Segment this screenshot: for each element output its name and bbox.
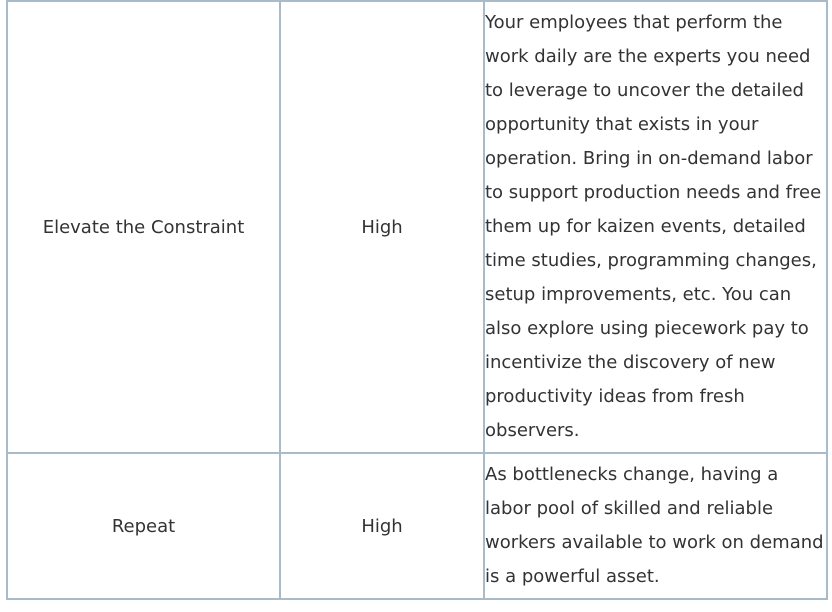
strategy-label: Elevate the Constraint [42,216,245,238]
description-text: As bottlenecks change, having a labor pool of skilled and reliable workers available to work on demand is a powerful asset. [485,464,824,587]
strategy-cell [7,453,280,599]
impact-cell [280,453,484,599]
impact-cell [280,1,484,453]
impact-label: High [361,216,403,238]
description-cell [484,1,827,453]
description-text: Your employees that perform the work daily are the experts you need to leverage to uncover the detailed opportunity that exists in your operation. Bring in on-demand labor to support production needs and free them up for kaizen events, detailed time studies, programming changes, setup improvements, etc. You can also explore using piecework pay to incentivize the discovery of new productivity ideas from fresh observers. [485,12,822,441]
table-row [7,453,827,599]
table-row [7,1,827,453]
impact-label: High [361,515,403,537]
strategy-table [6,0,828,600]
strategy-label: Repeat [111,515,176,537]
description-cell [484,453,827,599]
strategy-cell [7,1,280,453]
